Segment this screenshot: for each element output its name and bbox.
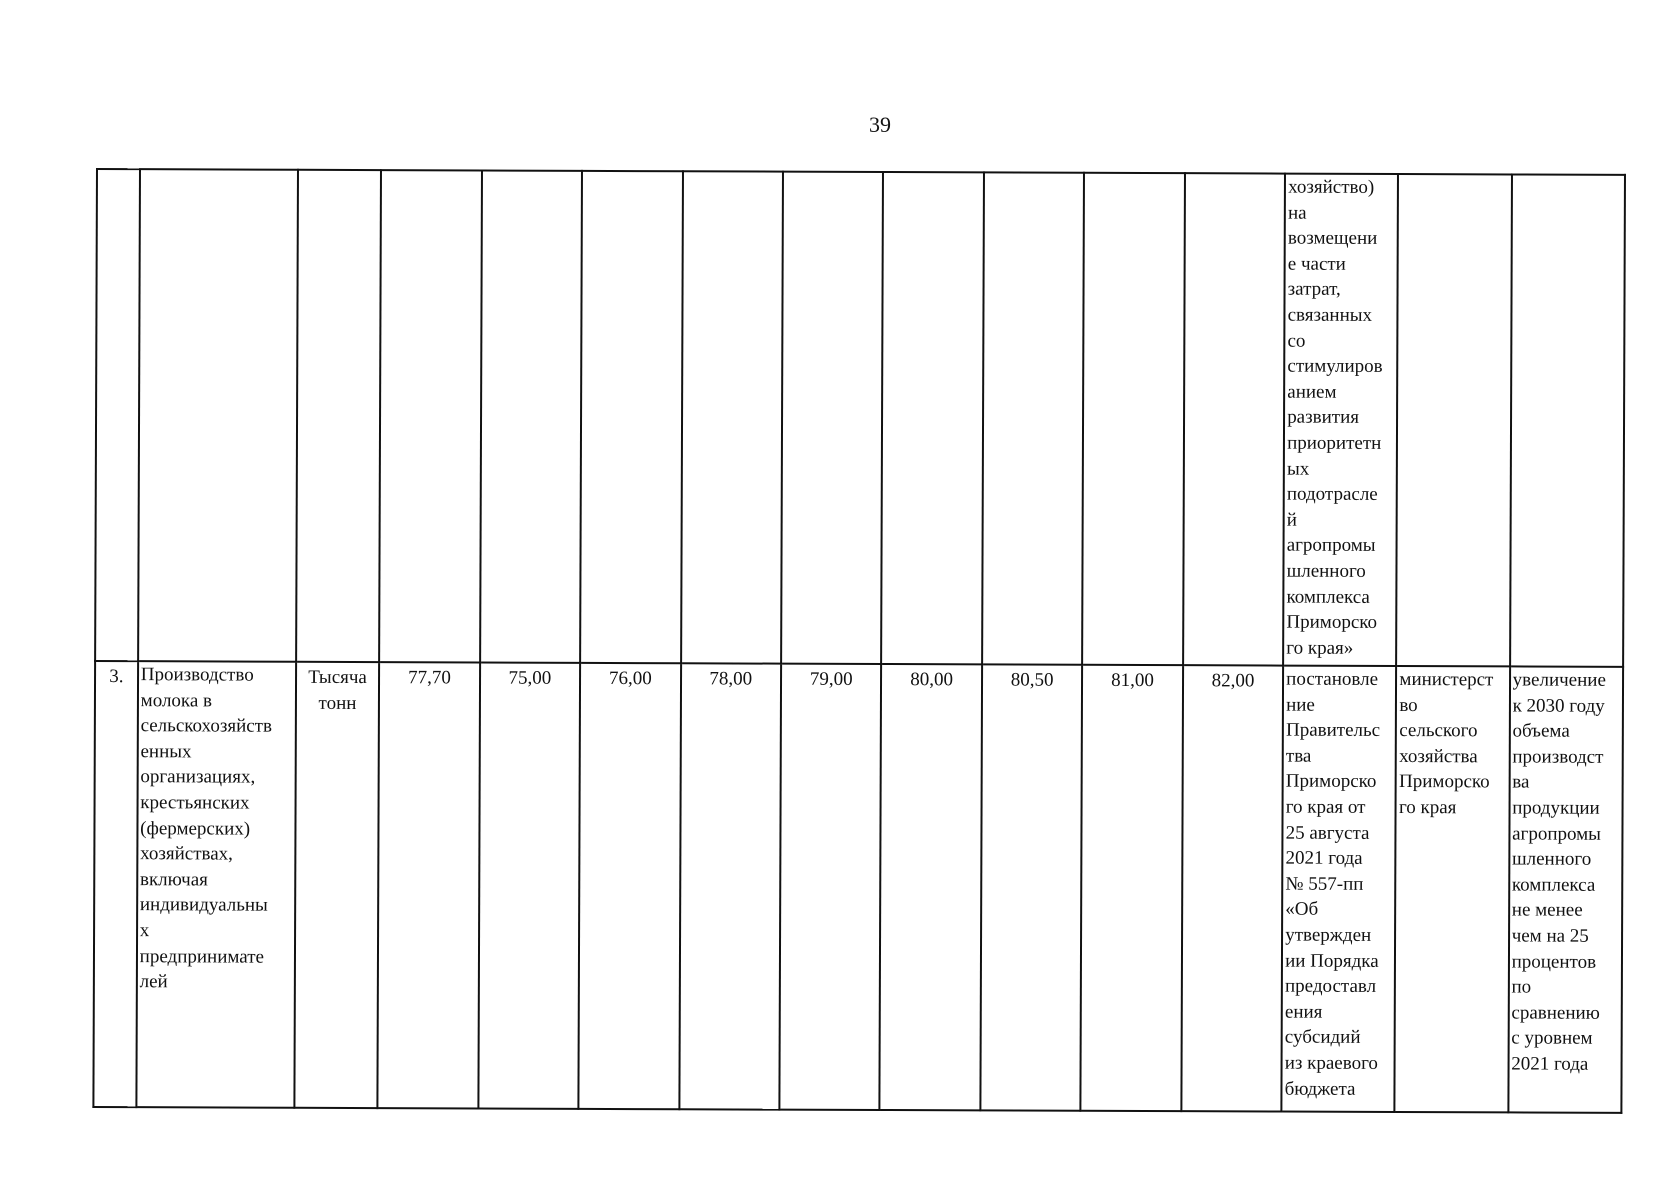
text-line: производст <box>1512 746 1604 768</box>
responsible-cell <box>1397 174 1512 666</box>
value-cell: 76,00 <box>578 663 680 1109</box>
text-line: сравнению <box>1511 1002 1600 1024</box>
text-line: к 2030 году <box>1512 695 1605 717</box>
document-cell <box>1282 666 1397 1112</box>
indicator-cell <box>136 661 296 1108</box>
text-line: ние <box>1286 694 1315 716</box>
text-line: приоритетн <box>1287 432 1382 454</box>
result-cell <box>1508 666 1623 1112</box>
text-line: Правительс <box>1285 719 1381 742</box>
text-line: «Об <box>1285 898 1319 921</box>
text-line: Тысяча <box>308 666 367 689</box>
text-line: процентов <box>1511 950 1597 973</box>
text-line: ии Порядка <box>1285 950 1379 972</box>
value-cell <box>379 170 481 662</box>
text-line: сельскохозяйств <box>140 715 273 737</box>
text-line: из краевого <box>1284 1052 1378 1074</box>
text-line: енных <box>140 740 192 763</box>
value-cell <box>1082 173 1184 665</box>
text-line: тонн <box>318 692 357 714</box>
text-line: во <box>1399 694 1418 716</box>
text-line: комплекса <box>1286 586 1370 608</box>
text-line: лей <box>139 971 168 993</box>
text-line: крестьянских <box>140 792 250 814</box>
value-cell: 80,00 <box>880 664 982 1110</box>
text-line: хозяйствах, <box>140 843 233 865</box>
text-line: министерст <box>1399 669 1494 691</box>
text-line: по <box>1511 976 1532 998</box>
text-line: ения <box>1284 1001 1323 1023</box>
value-cell <box>681 171 783 663</box>
value-cell: 81,00 <box>1081 665 1183 1111</box>
text-line: на <box>1287 202 1307 224</box>
value-cell <box>1183 173 1285 665</box>
indicators-table <box>92 168 1626 1114</box>
text-line: е части <box>1287 253 1346 275</box>
text-line: предоставл <box>1284 975 1377 998</box>
text-line: субсидий <box>1284 1026 1361 1049</box>
table-row <box>95 169 1625 667</box>
text-line: Приморско <box>1286 611 1378 634</box>
page-number: 39 <box>869 112 891 137</box>
text-line: связанных <box>1287 304 1373 326</box>
text-line: (фермерских) <box>140 817 251 840</box>
text-line: индивидуальны <box>139 894 268 917</box>
text-line: ых <box>1286 458 1310 480</box>
value-cell <box>480 170 582 662</box>
text-line: Производство <box>140 664 254 686</box>
value-cell: 78,00 <box>679 663 781 1109</box>
text-line: объема <box>1512 720 1570 742</box>
text-line: сельского <box>1399 720 1478 742</box>
text-line: продукции <box>1512 797 1600 819</box>
value-cell <box>781 172 883 664</box>
indicator-cell <box>138 169 298 662</box>
result-cell <box>1510 174 1625 666</box>
text-line: хозяйства <box>1399 745 1478 768</box>
text-line: Приморско <box>1285 770 1377 793</box>
text-line: 2021 года <box>1511 1053 1589 1075</box>
text-line: с уровнем <box>1511 1027 1593 1050</box>
unit-cell <box>294 662 379 1108</box>
number-cell <box>95 169 140 661</box>
text-line: затрат, <box>1287 278 1341 301</box>
text-line: подотрасле <box>1286 483 1378 506</box>
value-cell: 75,00 <box>478 662 580 1108</box>
text-line: агропромы <box>1512 823 1601 845</box>
text-line: утвержден <box>1285 924 1372 946</box>
text-line: № 557-пп <box>1285 873 1364 895</box>
text-line: го края <box>1398 796 1457 819</box>
text-line: со <box>1287 330 1306 352</box>
text-line: 2021 года <box>1285 847 1363 870</box>
text-line: агропромы <box>1286 534 1376 557</box>
text-line: предпринимате <box>139 945 265 968</box>
text-line: й <box>1286 509 1298 531</box>
text-line: постановле <box>1286 668 1379 690</box>
document-cell <box>1283 174 1398 666</box>
text-line: ва <box>1512 771 1530 793</box>
text-line: тва <box>1285 745 1312 767</box>
text-line: шленного <box>1286 560 1366 582</box>
unit-cell <box>296 170 381 662</box>
text-line: стимулиров <box>1287 355 1383 378</box>
text-line: хозяйство) <box>1288 176 1375 198</box>
text-line: развития <box>1287 406 1360 429</box>
text-line: Приморско <box>1399 771 1490 793</box>
text-line: организациях, <box>140 766 256 788</box>
text-line: включая <box>139 868 208 891</box>
text-line: го края» <box>1286 637 1354 659</box>
text-line: шленного <box>1511 848 1592 870</box>
text-line: го края от <box>1285 796 1366 818</box>
responsible-cell <box>1395 666 1510 1112</box>
table-row <box>93 661 1623 1113</box>
value-cell: 79,00 <box>779 664 881 1110</box>
value-cell: 82,00 <box>1181 665 1283 1111</box>
row-number: 3. <box>93 661 137 1107</box>
text-line: х <box>139 920 150 942</box>
value-cell <box>982 172 1084 664</box>
value-cell <box>580 171 682 663</box>
text-line: возмещени <box>1287 227 1378 250</box>
text-line: комплекса <box>1511 874 1596 896</box>
text-line: 25 августа <box>1285 822 1370 844</box>
text-line: чем на 25 <box>1511 925 1589 947</box>
value-cell: 80,50 <box>980 664 1082 1110</box>
value-cell: 77,70 <box>378 662 480 1108</box>
text-line: увеличение <box>1512 669 1606 691</box>
text-line: анием <box>1287 381 1337 403</box>
text-line: не менее <box>1511 899 1583 922</box>
value-cell <box>882 172 984 664</box>
text-line: бюджета <box>1284 1078 1356 1100</box>
text-line: молока в <box>140 689 213 712</box>
